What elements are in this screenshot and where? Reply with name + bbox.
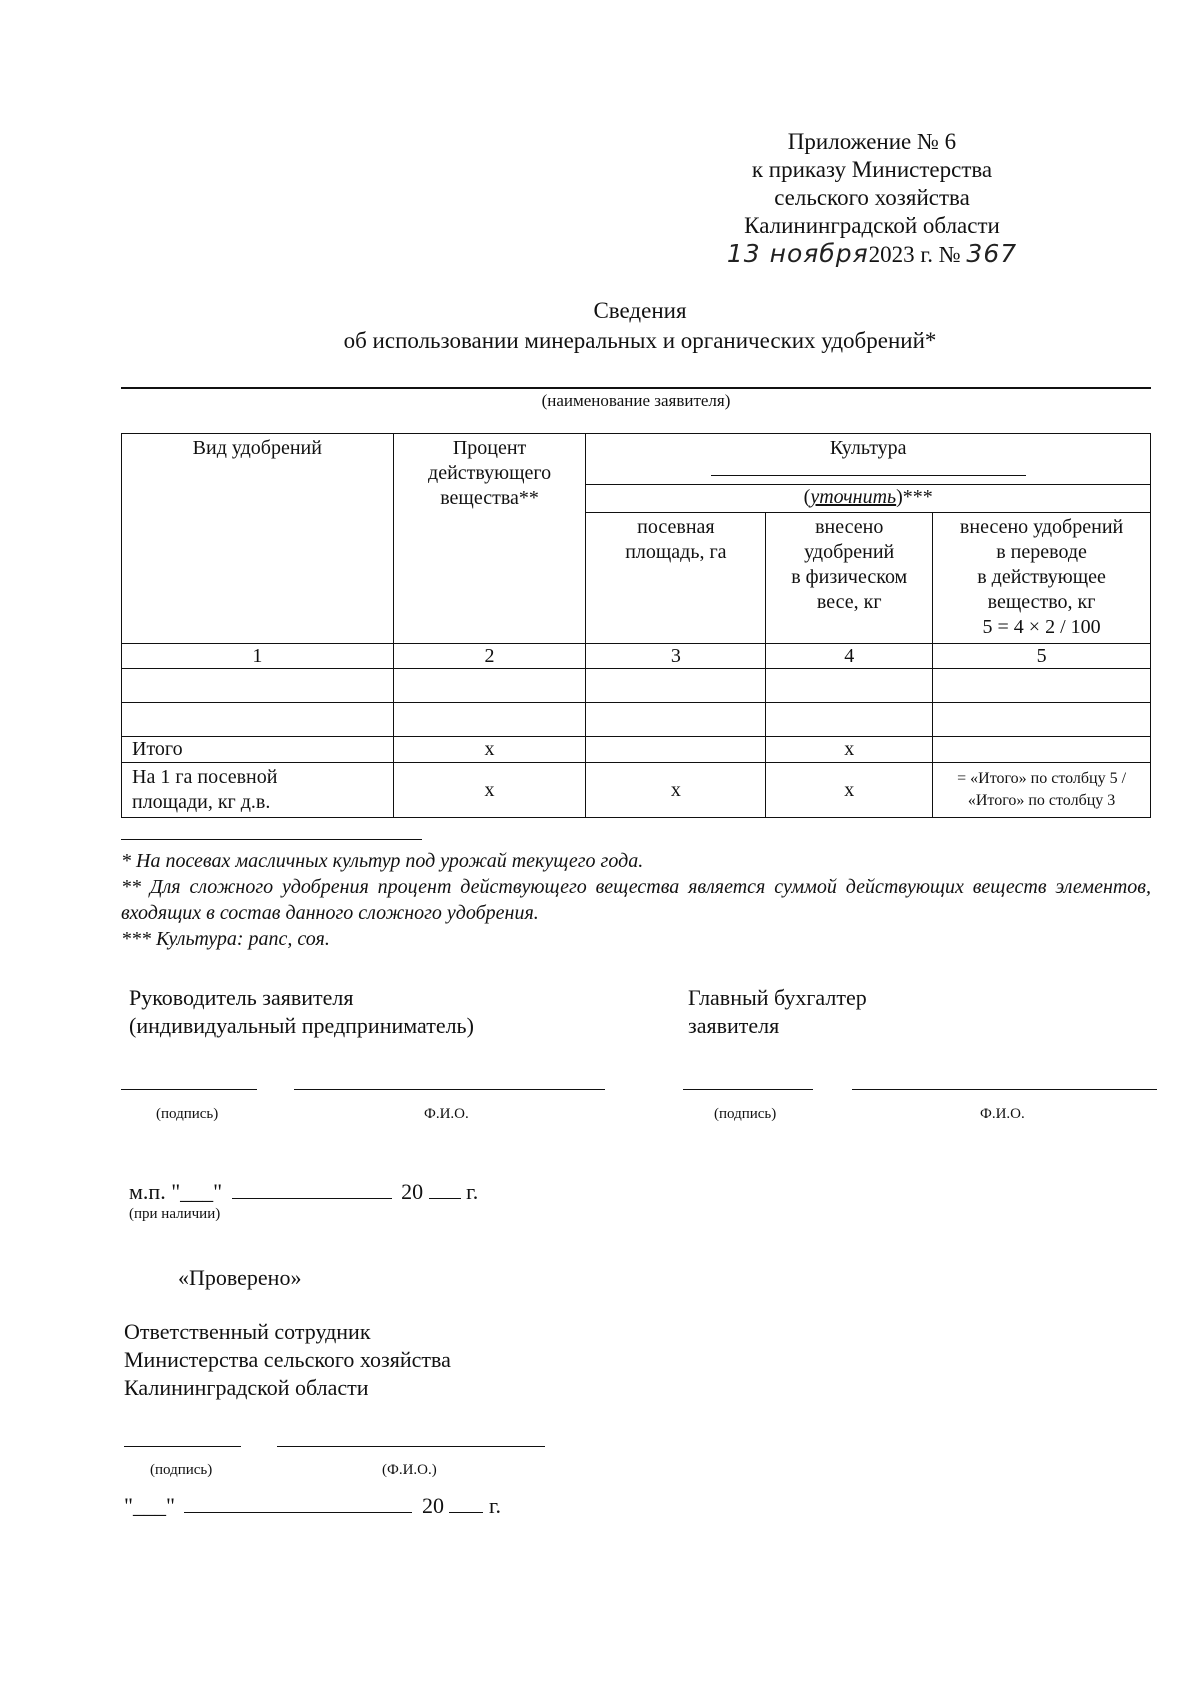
empty-cell	[766, 669, 933, 703]
head-l1: Руководитель заявителя	[129, 985, 354, 1010]
culture-specify	[586, 484, 1150, 509]
stamp-label: м.п. "___"	[129, 1179, 223, 1204]
physical-weight-l1: внесено	[815, 516, 884, 538]
resp-year-suffix: г.	[488, 1493, 502, 1518]
head-fio-caption: Ф.И.О.	[424, 1106, 469, 1122]
column-numbers-row	[122, 644, 1151, 669]
head-l2: (индивидуальный предприниматель)	[129, 1013, 474, 1038]
physical-weight-l4: весе, кг	[816, 591, 882, 613]
header-active-substance	[933, 513, 1151, 644]
handwritten-number: 367	[966, 239, 1018, 268]
per-hectare-x-col4: x	[766, 763, 933, 818]
ministry-line: сельского хозяйства	[774, 185, 970, 210]
region-line: Калининградской области	[744, 213, 1000, 238]
applicant-name-line	[121, 387, 1151, 389]
per-hectare-l1: На 1 га посевной	[132, 766, 278, 788]
year-prefix: 20	[401, 1179, 424, 1204]
empty-cell	[586, 737, 766, 763]
header-active-percent-l3: вещества**	[440, 487, 539, 509]
physical-weight-l3: в физическом	[791, 566, 908, 588]
responsible-officer	[124, 1318, 451, 1402]
handwritten-date: 13 ноября	[726, 239, 869, 268]
empty-cell	[393, 703, 586, 737]
resp-l1: Ответственный сотрудник	[124, 1319, 371, 1344]
specify-stars: )***	[896, 486, 933, 508]
resp-l2: Министерства сельского хозяйства	[124, 1347, 451, 1372]
date-month-line	[232, 1180, 392, 1199]
empty-cell	[393, 669, 586, 703]
culture-label: Культура	[829, 437, 907, 459]
footnote-3: *** Культура: рапс, соя.	[121, 928, 330, 950]
document-title	[0, 296, 1200, 356]
formula-l2: «Итого» по столбцу 3	[967, 792, 1116, 809]
stamp-date-line	[129, 1178, 478, 1206]
total-label: Итого	[122, 737, 394, 763]
col-num-5: 5	[933, 644, 1151, 669]
order-year: 2023 г. №	[868, 242, 961, 267]
resp-l3: Калининградской области	[124, 1375, 369, 1400]
active-substance-l3: в действующее	[977, 566, 1106, 588]
head-sign-caption: (подпись)	[156, 1106, 219, 1122]
active-substance-l1: внесено удобрений	[959, 516, 1124, 538]
empty-cell	[933, 737, 1151, 763]
empty-cell	[122, 703, 394, 737]
culture-underline	[711, 475, 1026, 476]
header-active-percent	[393, 434, 586, 644]
header-row-1	[122, 434, 1151, 513]
header-sown-area	[586, 513, 766, 644]
specify-open: (	[803, 486, 811, 508]
appendix-number: Приложение № 6	[787, 129, 957, 154]
active-substance-l2: в переводе	[996, 541, 1087, 563]
order-reference: к приказу Министерства	[751, 157, 993, 182]
active-substance-formula: 5 = 4 × 2 / 100	[982, 616, 1101, 638]
resp-fio-line	[277, 1446, 545, 1447]
empty-cell	[122, 669, 394, 703]
col-num-3: 3	[586, 644, 766, 669]
header-fertilizer-type: Вид удобрений	[122, 434, 394, 644]
specify-text: уточнить	[810, 486, 897, 508]
table-row	[122, 669, 1151, 703]
footnote-separator	[121, 839, 422, 840]
order-date-line	[692, 240, 1052, 269]
footnotes	[121, 848, 1151, 952]
resp-fio-caption: (Ф.И.О.)	[382, 1462, 437, 1478]
footnote-1: * На посевах масличных культур под урожай текущего года.	[121, 850, 644, 872]
sown-area-l2: площадь, га	[625, 541, 727, 563]
empty-cell	[933, 669, 1151, 703]
appendix-header	[692, 128, 1052, 269]
resp-sign-caption: (подпись)	[150, 1462, 213, 1478]
footnote-2: ** Для сложного удобрения процент действующего вещества является суммой действующих веществ элементов, входящих в состав данного сложного удобрения.	[121, 876, 1151, 924]
acc-l1: Главный бухгалтер	[688, 985, 867, 1010]
per-hectare-l2: площади, кг д.в.	[132, 791, 271, 813]
empty-cell	[766, 703, 933, 737]
head-title	[129, 984, 474, 1040]
head-fio-line	[294, 1089, 605, 1090]
sown-area-l1: посевная	[637, 516, 715, 538]
resp-month-line	[184, 1494, 412, 1513]
physical-weight-l2: удобрений	[804, 541, 895, 563]
resp-day: "___"	[124, 1493, 175, 1518]
total-x-col2: x	[393, 737, 586, 763]
fertilizer-table	[121, 433, 1151, 818]
empty-cell	[586, 669, 766, 703]
title-line-1: Сведения	[593, 298, 687, 323]
active-substance-l4: вещество, кг	[987, 591, 1096, 613]
header-culture	[586, 434, 1151, 513]
acc-l2: заявителя	[688, 1013, 780, 1038]
resp-year-prefix: 20	[421, 1493, 444, 1518]
year-suffix: г.	[466, 1179, 479, 1204]
header-active-percent-l2: действующего	[428, 462, 552, 484]
header-physical-weight	[766, 513, 933, 644]
per-hectare-row	[122, 763, 1151, 818]
total-row	[122, 737, 1151, 763]
verified-label: «Проверено»	[178, 1265, 302, 1290]
acc-signature-line	[683, 1089, 813, 1090]
resp-year-line	[449, 1494, 483, 1513]
formula-l1: = «Итого» по столбцу 5 /	[957, 770, 1127, 787]
per-hectare-x-col3: x	[586, 763, 766, 818]
year-line	[429, 1180, 461, 1199]
empty-cell	[933, 703, 1151, 737]
accountant-title	[688, 984, 867, 1040]
col-num-2: 2	[393, 644, 586, 669]
total-x-col4: x	[766, 737, 933, 763]
applicant-caption: (наименование заявителя)	[541, 391, 731, 410]
acc-fio-line	[852, 1089, 1157, 1090]
per-hectare-formula	[933, 763, 1151, 818]
acc-fio-caption: Ф.И.О.	[980, 1106, 1025, 1122]
stamp-when-available: (при наличии)	[129, 1206, 221, 1222]
col-num-4: 4	[766, 644, 933, 669]
empty-cell	[586, 703, 766, 737]
per-hectare-label	[122, 763, 394, 818]
acc-sign-caption: (подпись)	[714, 1106, 777, 1122]
table-row	[122, 703, 1151, 737]
per-hectare-x-col2: x	[393, 763, 586, 818]
head-signature-line	[121, 1089, 257, 1090]
resp-signature-line	[124, 1446, 241, 1447]
header-active-percent-l1: Процент	[452, 437, 527, 459]
title-line-2: об использовании минеральных и органических удобрений*	[343, 328, 937, 353]
resp-date-line	[124, 1492, 501, 1520]
col-num-1: 1	[122, 644, 394, 669]
